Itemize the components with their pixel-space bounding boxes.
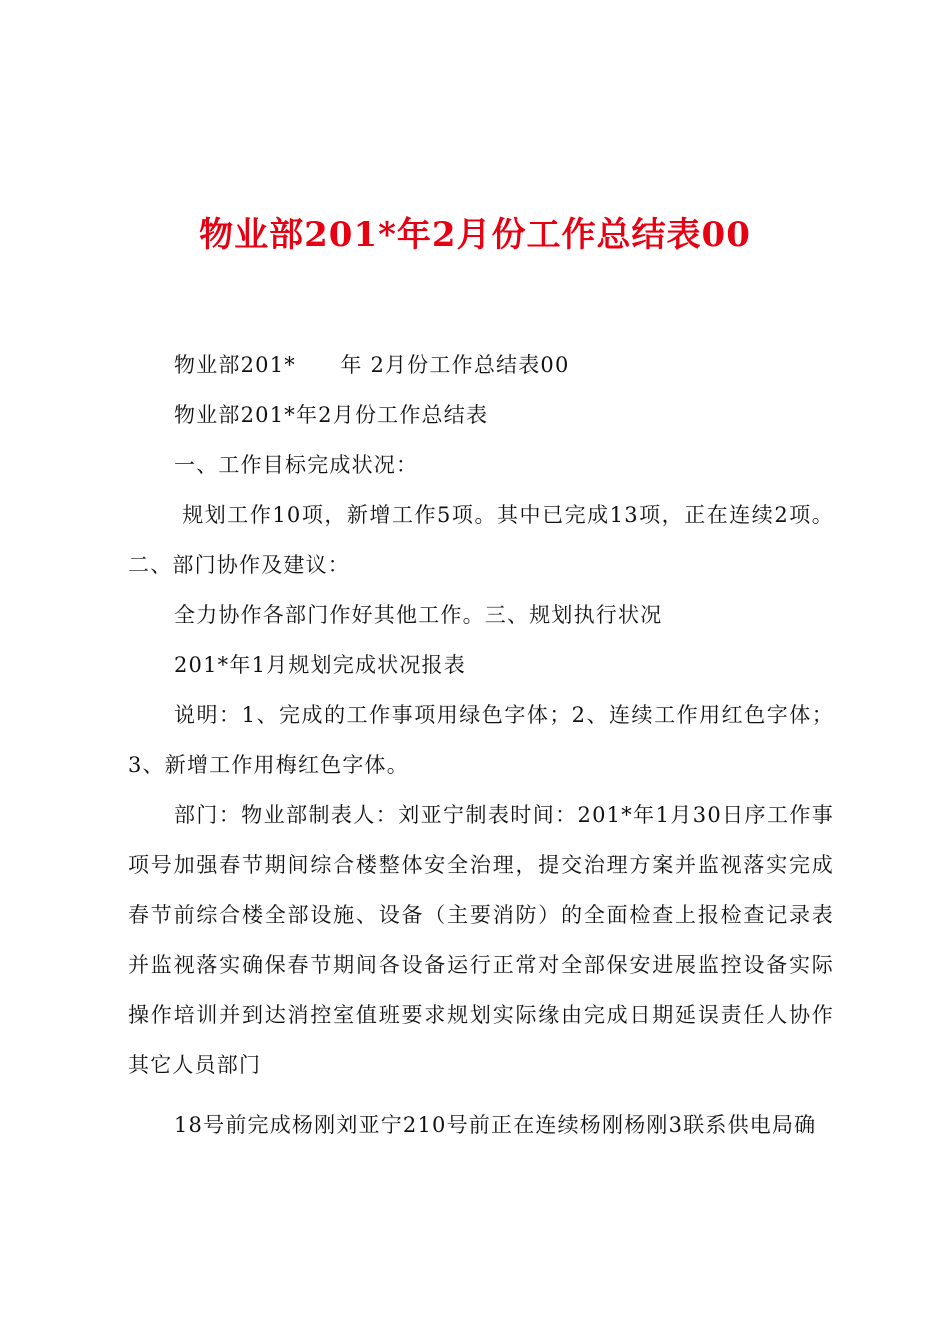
paragraph-1: 物业部201* 年 2月份工作总结表00 bbox=[174, 353, 570, 377]
paragraph-6: 201*年1月规划完成状况报表 bbox=[174, 653, 466, 677]
paragraph-2: 物业部201*年2月份工作总结表 bbox=[174, 403, 489, 427]
paragraph-5: 全力协作各部门作好其他工作。三、规划执行状况 bbox=[174, 603, 663, 627]
paragraph-9: 18号前完成杨刚刘亚宁210号前正在连续杨刚杨刚3联系供电局确 bbox=[174, 1113, 817, 1137]
paragraph-3: 一、工作目标完成状况： bbox=[174, 453, 419, 477]
paragraph-4: 规划工作10项，新增工作5项。其中已完成13项，正在连续2项。二、部门协作及建议： bbox=[128, 503, 834, 577]
document-title: 物业部201*年2月份工作总结表00 bbox=[199, 215, 751, 255]
document-body bbox=[128, 340, 834, 1150]
paragraph-7: 说明：1、完成的工作事项用绿色字体；2、连续工作用红色字体；3、新增工作用梅红色字体。 bbox=[128, 703, 834, 777]
paragraph-8: 部门：物业部制表人：刘亚宁制表时间：201*年1月30日序工作事项号加强春节期间综合楼整体安全治理，提交治理方案并监视落实完成春节前综合楼全部设施、设备（主要消防）的全面检查上报检查记录表并监视落实确保春节期间各设备运行正常对全部保安进展监控设备实际操作培训并到达消控室值班要求规划实际缘由完成日期延误责任人协作其它人员部门 bbox=[128, 803, 834, 1077]
